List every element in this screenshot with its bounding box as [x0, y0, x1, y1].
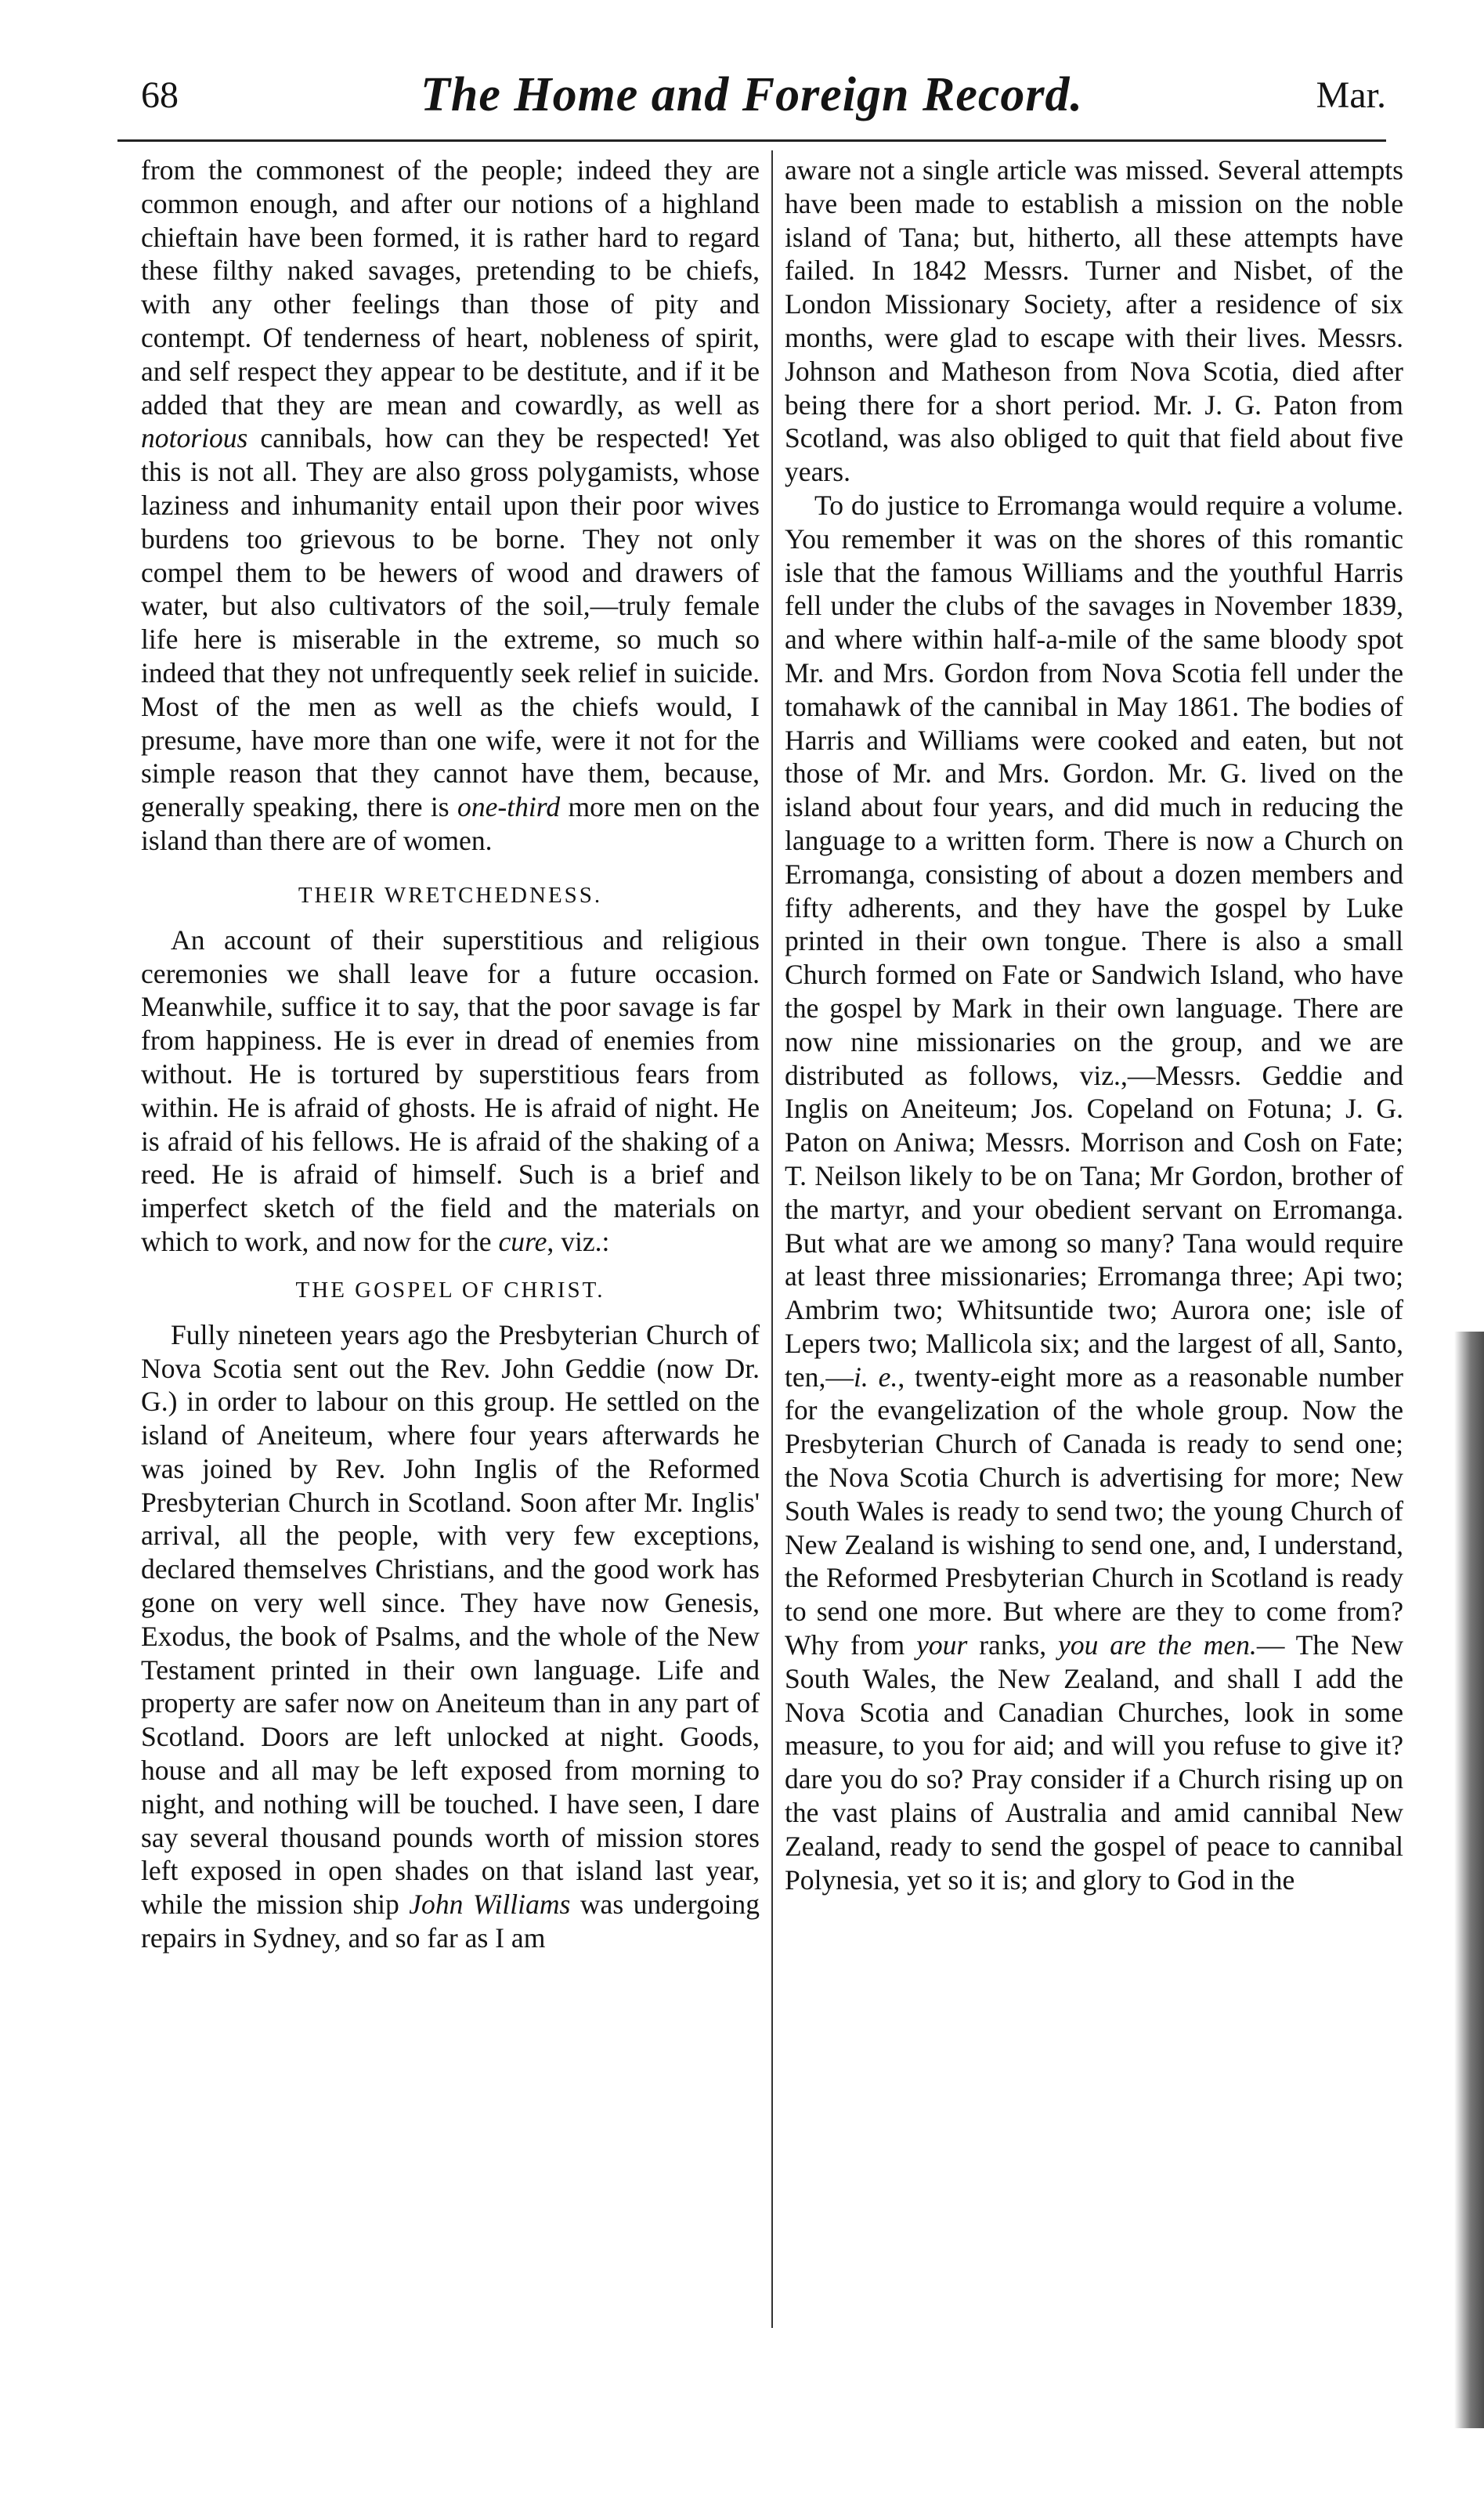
- italic-text: you are the men.: [1058, 1629, 1257, 1661]
- text-run: An account of their superstitious and religious ceremonies we shall leave for a future occasion. Meanwhile, suffice it to say, that the poor savage is far from happiness. He is ever in dread of enemies from without. He is tortured by superstitious fears from within. He is afraid of ghosts. He is afraid of night. He is afraid of his fellows. He is afraid of the shaking of a reed. He is afraid of himself. Such is a brief and imperfect sketch of the field and the materials on which to work, and now for the: [141, 924, 760, 1257]
- text-run: more men on the island than there are of women.: [141, 791, 760, 856]
- right-column: [785, 154, 1403, 1896]
- italic-text: cure: [498, 1225, 547, 1257]
- text-run: , twenty-eight more as a reasonable number for the evangelization of the whole group. Now the Presbyterian Church of Canada is ready to send one; the Nova Scotia Church is advertising for more; New South Wales is ready to send two; the young Church of New Zealand is wishing to send one, and, I understand, the Reformed Presbyterian Church in Scotland is ready to send one more. But where are they to come from? Why from: [785, 1361, 1403, 1661]
- text-run: — The New South Wales, the New Zealand, and shall I add the Nova Scotia and Canadian Churches, look in some measure, to you for aid; and will you refuse to give it? dare you do so? Pray consider if a Church rising up on the vast plains of Australia and amid cannibal New Zealand, ready to send the gospel of peace to cannibal Polynesia, yet so it is; and glory to God in the: [785, 1629, 1404, 1896]
- page-header: [117, 67, 1386, 138]
- text-run: , viz.:: [547, 1225, 610, 1257]
- running-title: The Home and Foreign Record.: [420, 68, 1084, 121]
- column-divider: [771, 150, 773, 2328]
- italic-text: your: [916, 1629, 968, 1661]
- text-run: from the commonest of the people; indeed they are common enough, and after our notions of a highland chieftain have been formed, it is rather hard to regard these filthy naked savages, pretending to be chiefs, with any other feelings than those of pity and contempt. Of tenderness of heart, nobleness of spirit, and self respect they appear to be destitute, and if it be added that they are mean and cowardly, as well as: [141, 154, 760, 421]
- left-paragraph-2: [141, 924, 760, 1259]
- italic-text: John Williams: [409, 1889, 571, 1921]
- text-run: cannibals, how can they be respected! Yet this is not all. They are also gross polygamists, whose laziness and inhumanity entail upon their poor wives burdens too grievous to be borne. They not only compel them to be hewers of wood and drawers of water, but also cultivators of the soil,—truly female life here is miserable in the extreme, so much so indeed that they not unfrequently seek relief in suicide. Most of the men as well as the chiefs would, I presume, have more than one wife, were it not for the simple reason that they cannot have them, because, generally speaking, there is: [141, 422, 760, 823]
- left-paragraph-3: [141, 1318, 760, 1955]
- right-paragraph-2: [785, 489, 1403, 1896]
- italic-text: notorious: [141, 422, 248, 454]
- page-month: Mar.: [1316, 74, 1386, 116]
- italic-text: i. e.: [853, 1361, 898, 1393]
- section-heading-wretchedness: THEIR WRETCHEDNESS.: [298, 882, 603, 908]
- left-column: [141, 154, 760, 1955]
- italic-text: one-third: [457, 791, 561, 823]
- left-paragraph-1: [141, 154, 760, 858]
- text-run: Fully nineteen years ago the Presbyterian Church of Nova Scotia sent out the Rev. John Geddie (now Dr. G.) in order to labour on this group. He settled on the island of Aneiteum, where four years afterwards he was joined by Rev. John Inglis of the Reformed Presbyterian Church in Scotland. Soon after Mr. Inglis' arrival, all the people, with very few exceptions, declared themselves Christians, and the good work has gone on very well since. They have now Genesis, Exodus, the book of Psalms, and the whole of the New Testament printed in their own language. Life and property are safer now on Aneiteum than in any part of Scotland. Doors are left unlocked at night. Goods, house and all may be left exposed from morning to night, and nothing will be touched. I have seen, I dare say several thousand pounds worth of mission stores left exposed in open shades on that island last year, while the mission ship: [141, 1318, 760, 1921]
- page-number: 68: [141, 74, 179, 116]
- text-run: To do justice to Erromanga would require a volume. You remember it was on the shores of this romantic isle that the famous Williams and the youthful Harris fell under the clubs of the savages in November 1839, and where within half-a-mile of the same bloody spot Mr. and Mrs. Gordon from Nova Scotia fell under the tomahawk of the cannibal in May 1861. The bodies of Harris and Williams were cooked and eaten, but not those of Mr. and Mrs. Gordon. Mr. G. lived on the island about four years, and did much in reducing the language to a written form. There is now a Church on Erromanga, consisting of about a dozen members and fifty adherents, and they have the gospel by Luke printed in their own tongue. There is also a small Church formed on Fate or Sandwich Island, who have the gospel by Mark in their own language. There are now nine missionaries on the group, and we are distributed as follows, viz.,—Messrs. Geddie and Inglis on Aneiteum; Jos. Copeland on Fotuna; J. G. Paton on Aniwa; Messrs. Morrison and Cosh on Fate; T. Neilson likely to be on Tana; Mr Gordon, brother of the martyr, and your obedient servant on Erromanga. But what are we among so many? Tana would require at least three missionaries; Erromanga three; Api two; Ambrim two; Whitsuntide two; Aurora one; isle of Lepers two; Mallicola six; and the largest of all, Santo, ten,—: [785, 489, 1403, 1393]
- header-rule: [117, 139, 1386, 142]
- text-run: ranks,: [967, 1629, 1059, 1661]
- right-paragraph-1: aware not a single article was missed. Several attempts have been made to establish a mission on the noble island of Tana; but, hitherto, all these attempts have failed. In 1842 Messrs. Turner and Nisbet, of the London Missionary Society, after a residence of six months, were glad to escape with their lives. Messrs. Johnson and Matheson from Nova Scotia, died after being there for a short period. Mr. J. G. Paton from Scotland, was also obliged to quit that field about five years.: [785, 154, 1403, 488]
- scan-edge-shadow: [1454, 1332, 1484, 2428]
- text-run: was undergoing repairs in Sydney, and so far as I am: [141, 1889, 760, 1954]
- section-heading-gospel: THE GOSPEL OF CHRIST.: [295, 1277, 605, 1303]
